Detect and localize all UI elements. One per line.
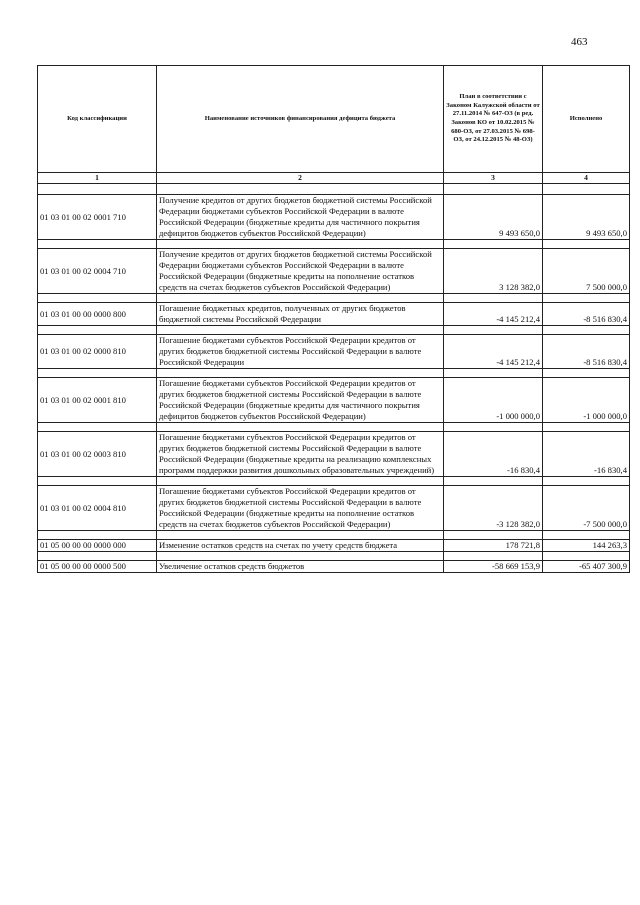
- header-classification-code: Код классификации: [38, 66, 157, 173]
- header-row: [38, 66, 630, 173]
- plan-value: 9 493 650,0: [444, 195, 543, 240]
- header-source-name: Наименование источников финансирования дефицита бюджета: [157, 66, 444, 173]
- spacer-row: [38, 423, 630, 432]
- column-number: 1: [38, 173, 157, 184]
- source-name: Получение кредитов от других бюджетов бюджетной системы Российской Федерации бюджетами субъектов Российской Федерации в валюте Российской Федерации (бюджетные кредиты для частичного покрытия дефицитов бюджетов субъектов Российской Федерации): [157, 195, 444, 240]
- plan-value: -16 830,4: [444, 432, 543, 477]
- classification-code: 01 05 00 00 00 0000 500: [38, 561, 157, 573]
- classification-code: 01 03 01 00 02 0001 810: [38, 378, 157, 423]
- classification-code: 01 03 01 00 02 0004 710: [38, 249, 157, 294]
- spacer-row: [38, 369, 630, 378]
- budget-deficit-financing-table: [37, 65, 630, 573]
- executed-value: 144 263,3: [543, 540, 630, 552]
- plan-value: 3 128 382,0: [444, 249, 543, 294]
- plan-value: 178 721,8: [444, 540, 543, 552]
- executed-value: -8 516 830,4: [543, 335, 630, 369]
- classification-code: 01 03 01 00 02 0003 810: [38, 432, 157, 477]
- plan-value: -58 669 153,9: [444, 561, 543, 573]
- source-name: Увеличение остатков средств бюджетов: [157, 561, 444, 573]
- table-row: [38, 303, 630, 326]
- column-number-row: [38, 173, 630, 184]
- table-row: [38, 561, 630, 573]
- plan-value: -4 145 212,4: [444, 335, 543, 369]
- executed-value: -7 500 000,0: [543, 486, 630, 531]
- header-executed: Исполнено: [543, 66, 630, 173]
- source-name: Погашение бюджетами субъектов Российской Федерации кредитов от других бюджетов бюджетной системы Российской Федерации в валюте Российской Федерации: [157, 335, 444, 369]
- source-name: Погашение бюджетных кредитов, полученных от других бюджетов бюджетной системы Российской Федерации: [157, 303, 444, 326]
- table-row: [38, 378, 630, 423]
- table-row: [38, 486, 630, 531]
- source-name: Погашение бюджетами субъектов Российской Федерации кредитов от других бюджетов бюджетной системы Российской Федерации в валюте Российской Федерации (бюджетные кредиты на пополнение остатков средств на счетах бюджетов субъектов Российской Федерации): [157, 486, 444, 531]
- classification-code: 01 03 01 00 00 0000 800: [38, 303, 157, 326]
- classification-code: 01 03 01 00 02 0004 810: [38, 486, 157, 531]
- column-number: 2: [157, 173, 444, 184]
- spacer-row: [38, 294, 630, 303]
- classification-code: 01 05 00 00 00 0000 000: [38, 540, 157, 552]
- spacer-row: [38, 240, 630, 249]
- spacer-row: [38, 531, 630, 540]
- plan-value: -1 000 000,0: [444, 378, 543, 423]
- executed-value: 7 500 000,0: [543, 249, 630, 294]
- table-row: [38, 335, 630, 369]
- page-number: 463: [571, 36, 588, 48]
- table-row: [38, 249, 630, 294]
- spacer-row: [38, 326, 630, 335]
- classification-code: 01 03 01 00 02 0001 710: [38, 195, 157, 240]
- header-plan: План в соответствии с Законом Калужской области от 27.11.2014 № 647-ОЗ (в ред. Законов КО от 10.02.2015 № 680-ОЗ, от 27.03.2015 № 698-ОЗ, от 24.12.2015 № 48-ОЗ): [444, 66, 543, 173]
- executed-value: 9 493 650,0: [543, 195, 630, 240]
- source-name: Погашение бюджетами субъектов Российской Федерации кредитов от других бюджетов бюджетной системы Российской Федерации в валюте Российской Федерации (бюджетные кредиты на реализацию комплексных программ поддержки развития дошкольных образовательных учреждений): [157, 432, 444, 477]
- executed-value: -8 516 830,4: [543, 303, 630, 326]
- spacer-row: [38, 552, 630, 561]
- plan-value: -4 145 212,4: [444, 303, 543, 326]
- spacer-row: [38, 477, 630, 486]
- plan-value: -3 128 382,0: [444, 486, 543, 531]
- column-number: 3: [444, 173, 543, 184]
- classification-code: 01 03 01 00 02 0000 810: [38, 335, 157, 369]
- executed-value: -65 407 300,9: [543, 561, 630, 573]
- executed-value: -1 000 000,0: [543, 378, 630, 423]
- source-name: Изменение остатков средств на счетах по учету средств бюджета: [157, 540, 444, 552]
- source-name: Получение кредитов от других бюджетов бюджетной системы Российской Федерации бюджетами субъектов Российской Федерации в валюте Российской Федерации (бюджетные кредиты на пополнение остатков средств на счетах бюджетов субъектов Российской Федерации): [157, 249, 444, 294]
- table-row: [38, 195, 630, 240]
- spacer-row: [38, 184, 630, 195]
- column-number: 4: [543, 173, 630, 184]
- table-row: [38, 540, 630, 552]
- executed-value: -16 830,4: [543, 432, 630, 477]
- source-name: Погашение бюджетами субъектов Российской Федерации кредитов от других бюджетов бюджетной системы Российской Федерации в валюте Российской Федерации (бюджетные кредиты для частичного покрытия дефицитов бюджетов субъектов Российской Федерации): [157, 378, 444, 423]
- table-row: [38, 432, 630, 477]
